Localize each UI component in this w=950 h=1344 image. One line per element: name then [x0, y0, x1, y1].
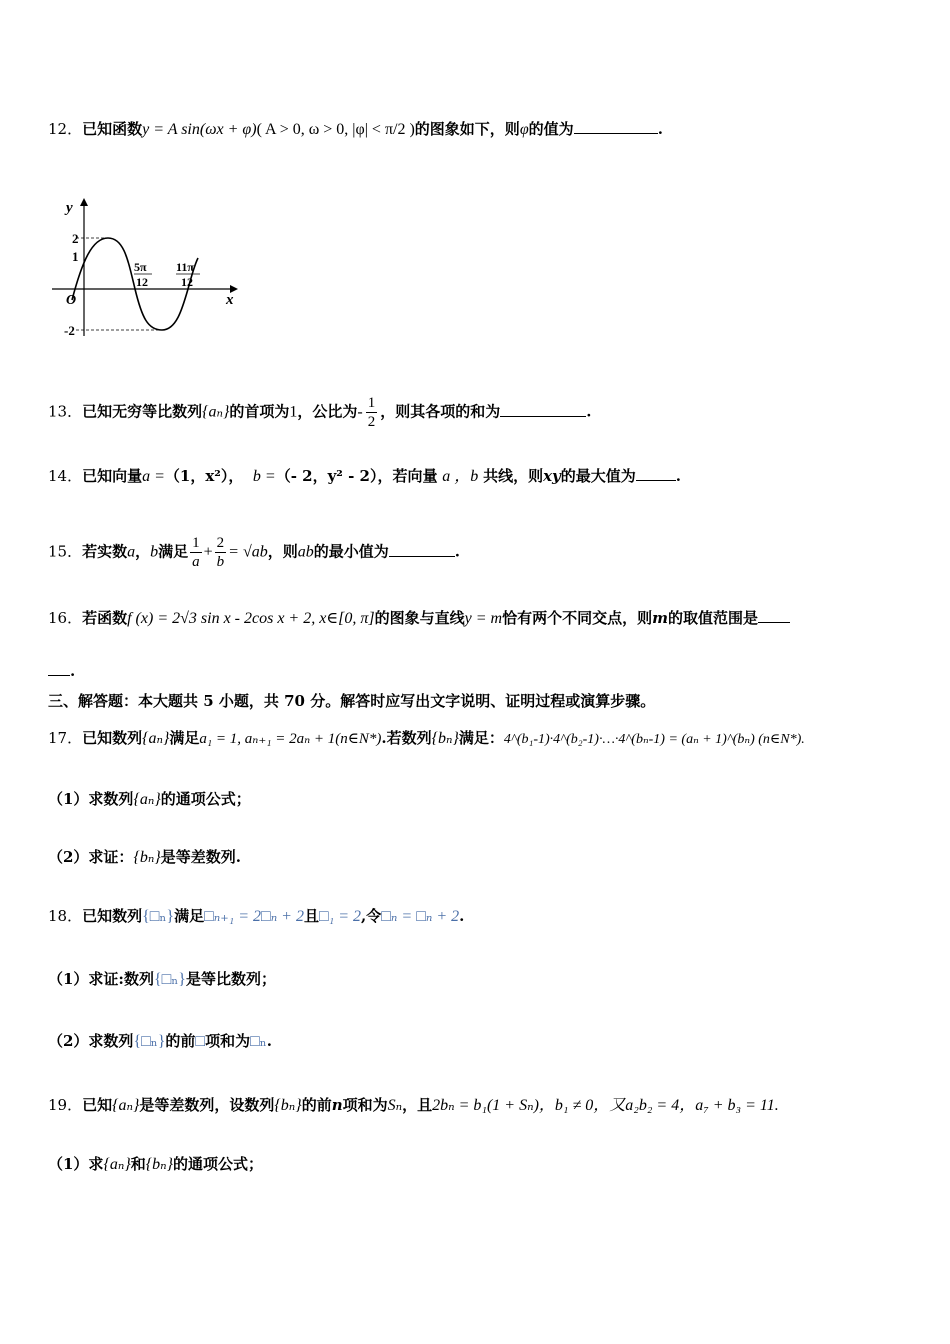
plus: +	[203, 543, 213, 561]
numerator: 1	[192, 535, 200, 551]
recurrence: □ₙ₊₁ = 2□ₙ + 2	[204, 908, 304, 925]
formula: y = A sin(ωx + φ)	[142, 121, 257, 138]
question-number: 15．	[48, 542, 83, 561]
xy: xy	[543, 467, 561, 485]
definition: □ₙ = □ₙ + 2	[381, 908, 460, 925]
part-label: （1）求	[48, 1155, 104, 1173]
question-text: ,令	[361, 907, 382, 925]
condition-2: ，b₁ ≠ 0，又	[538, 1097, 626, 1114]
sequence-b: {bₙ}	[431, 730, 459, 747]
ratio-fraction	[366, 394, 378, 431]
part-label: （2）求数列	[48, 1032, 134, 1050]
numerator: 2	[216, 535, 225, 551]
question-14	[48, 465, 681, 488]
sequence: {□ₙ}	[133, 1033, 166, 1050]
sequence-a: {aₙ}	[142, 730, 170, 747]
sequence-a: {aₙ}	[103, 1156, 131, 1173]
answer-blank	[48, 661, 70, 676]
x2-denominator: 12	[181, 275, 193, 289]
punct: .	[266, 1032, 272, 1050]
question-text: 共线，则	[483, 467, 544, 485]
question-number: 12．	[48, 120, 83, 138]
question-text: 已知数列	[82, 729, 143, 747]
question-number: 14．	[48, 467, 83, 485]
question-text: 已知向量	[82, 467, 143, 485]
question-18-part-2	[48, 1030, 272, 1053]
answer-blank	[758, 608, 790, 623]
sum-T: □ₙ	[250, 1033, 267, 1050]
tick-minus-2: -2	[64, 323, 75, 338]
question-text: 的最大值为	[560, 467, 636, 485]
condition-1: 2bₙ = b₁(1 + Sₙ)	[432, 1097, 539, 1114]
part-label: （1）求证:数列	[48, 970, 154, 988]
answer-blank	[636, 466, 676, 481]
punct: .	[675, 467, 681, 485]
answer-blank	[574, 119, 658, 134]
ratio-numerator: 1	[367, 395, 376, 411]
question-15	[48, 534, 460, 571]
question-text: 的图象如下，则	[414, 120, 520, 138]
product-ab: ab	[297, 543, 314, 561]
sequence-b: {bₙ}	[274, 1097, 302, 1114]
question-text: 的首项为	[229, 402, 290, 421]
question-19	[48, 1094, 779, 1117]
question-13	[48, 394, 592, 431]
question-text: ，则其各项的和为	[380, 402, 501, 421]
var-a: a	[127, 543, 136, 561]
sequence: {□ₙ}	[142, 908, 175, 925]
x2-numerator: 11π	[176, 260, 194, 274]
condition-3: a₂b₂ = 4	[625, 1097, 680, 1114]
vector-b: b =	[252, 468, 276, 485]
origin-label: O	[66, 293, 77, 308]
tick-1: 1	[72, 249, 79, 264]
punct: .	[454, 542, 461, 561]
question-text: 且	[303, 907, 319, 925]
question-18-part-1	[48, 968, 276, 991]
answer-blank	[389, 542, 455, 557]
question-number: 18．	[48, 907, 83, 925]
question-text: 是等差数列，设数列	[139, 1096, 275, 1114]
question-16	[48, 607, 790, 630]
y-label: y	[66, 200, 73, 216]
sum-S: Sₙ	[387, 1097, 403, 1114]
x1-denominator: 12	[136, 275, 148, 289]
question-text: 的通项公式；	[160, 790, 251, 808]
tick-2: 2	[72, 231, 79, 246]
question-text: 满足：	[458, 729, 504, 747]
question-text: 的最小值为	[313, 542, 389, 561]
var-m: m	[652, 609, 668, 627]
question-text: 的取值范围是	[668, 609, 759, 627]
condition: ( A > 0, ω > 0, |φ| < π/2 )	[256, 121, 415, 138]
question-17-part-1	[48, 788, 251, 811]
question-16-cont	[48, 660, 75, 682]
line-formula: y = m	[464, 610, 503, 627]
question-text: 的值为	[528, 120, 574, 138]
question-text: 和	[130, 1155, 146, 1173]
question-17-part-2	[48, 846, 241, 869]
fraction-1-over-a	[190, 534, 202, 571]
ratio-denominator: 2	[367, 414, 376, 430]
x1-numerator: 5π	[134, 260, 147, 274]
sine-curve	[72, 238, 198, 330]
question-number: 13．	[48, 402, 83, 421]
question-number: 16．	[48, 609, 83, 627]
punct: .	[70, 662, 76, 680]
punct: .	[657, 120, 663, 138]
condition-2: 4^(b₁-1)·4^(b₂-1)·…·4^(bₙ-1) = (aₙ + 1)^(bₙ) (n∈N*).	[503, 732, 805, 747]
answer-blank	[500, 402, 586, 417]
vector-a: a =	[142, 468, 165, 485]
function-formula: f (x) = 2√3 sin x - 2cos x + 2, x∈[0, π]	[127, 610, 375, 627]
question-text: 若实数	[82, 542, 128, 561]
question-text: 已知	[82, 1096, 113, 1114]
x-label: x	[226, 292, 234, 308]
question-18	[48, 905, 464, 928]
question-text: 的图象与直线	[374, 609, 465, 627]
vector-b-value: （- 2，y² - 2），若向量	[275, 467, 438, 485]
question-text: 满足	[158, 542, 189, 561]
fraction-2-over-b	[215, 534, 227, 571]
question-text: 的前	[301, 1096, 332, 1114]
denominator: b	[216, 554, 225, 570]
question-text: 项和为	[205, 1032, 251, 1050]
condition: a₁ = 1, aₙ₊₁ = 2aₙ + 1(n∈N*)	[199, 731, 382, 747]
question-12	[48, 118, 663, 141]
sequence-a: {aₙ}	[112, 1097, 140, 1114]
question-text: ，且	[402, 1096, 433, 1114]
question-number: 17．	[48, 729, 83, 747]
sequence: {aₙ}	[202, 403, 230, 421]
question-text: ，则	[267, 542, 298, 561]
equation-rhs: = √ab	[228, 543, 268, 561]
var-n: □	[195, 1033, 206, 1050]
phi-symbol: φ	[519, 121, 529, 138]
initial-term: □₁ = 2	[319, 908, 362, 925]
vector-a-value: （1，x²），	[164, 467, 244, 485]
denominator: a	[192, 554, 200, 570]
first-term: 1	[289, 403, 298, 421]
punct: .	[459, 907, 465, 925]
question-19-part-1	[48, 1153, 263, 1176]
question-17	[48, 727, 805, 751]
question-text: 是等比数列；	[185, 970, 276, 988]
question-text: 满足	[169, 729, 200, 747]
question-number: 19．	[48, 1096, 83, 1114]
sine-graph	[48, 190, 248, 340]
question-text: 已知无穷等比数列	[82, 402, 203, 421]
question-text: 已知函数	[82, 120, 143, 138]
question-text: 若函数	[82, 609, 128, 627]
question-text: .若数列	[381, 729, 432, 747]
y-arrow	[80, 198, 88, 206]
condition-4: ，a₇ + b₃ = 11.	[679, 1097, 779, 1114]
question-text: 项和为	[342, 1096, 388, 1114]
var-n: n	[331, 1096, 343, 1114]
question-text: 的通项公式；	[173, 1155, 264, 1173]
sequence-b: {bₙ}	[133, 849, 161, 866]
question-text: 恰有两个不同交点，则	[502, 609, 653, 627]
vectors: a ，b	[442, 468, 479, 485]
question-text: 满足	[174, 907, 205, 925]
part-label: （1）求数列	[48, 790, 134, 808]
question-text: ，公比为	[297, 402, 358, 421]
ratio-sign: -	[357, 403, 363, 421]
question-text: 已知数列	[82, 907, 143, 925]
section-header: 三、解答题：本大题共 5 小题，共 70 分。解答时应写出文字说明、证明过程或演算步骤。	[48, 692, 656, 710]
punct: ，	[135, 542, 151, 561]
sequence-a: {aₙ}	[133, 791, 161, 808]
punct: .	[586, 402, 592, 421]
sequence-b: {bₙ}	[145, 1156, 174, 1173]
var-b: b	[150, 543, 159, 561]
question-text: 的前	[165, 1032, 196, 1050]
question-text: 是等差数列.	[160, 848, 241, 866]
part-label: （2）求证：	[48, 848, 134, 866]
sequence: {□ₙ}	[153, 971, 186, 988]
